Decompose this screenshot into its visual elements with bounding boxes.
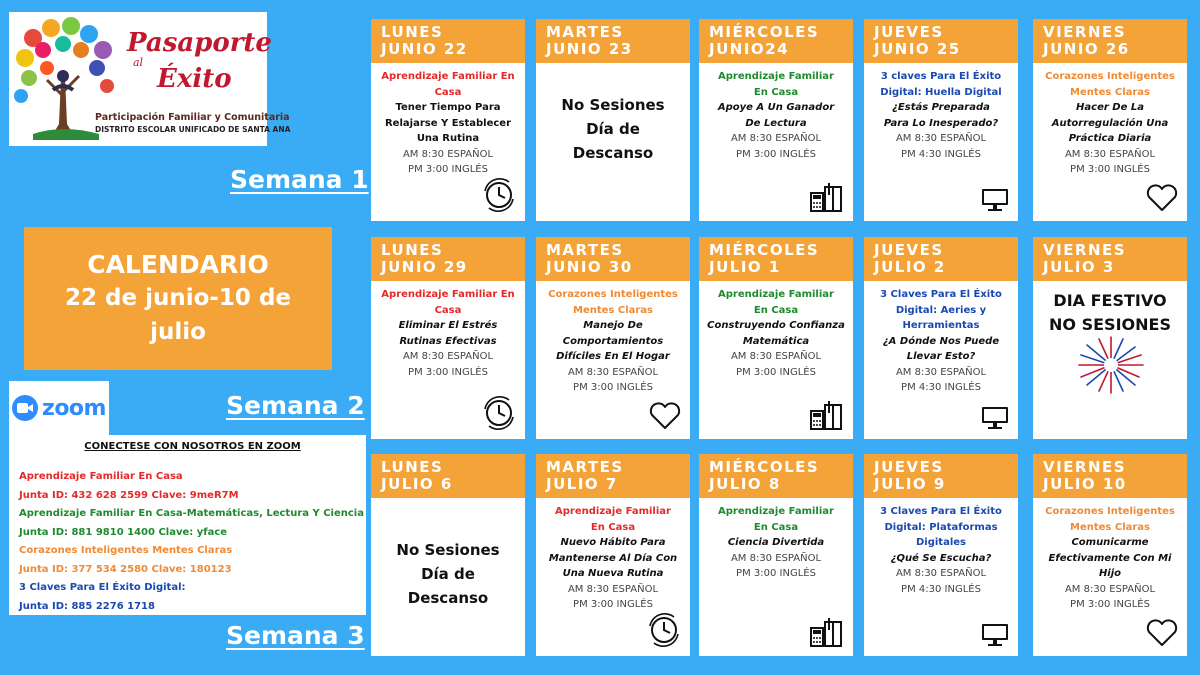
day-name: JUEVES bbox=[874, 458, 944, 476]
calendar-title: CALENDARIO bbox=[87, 250, 269, 279]
logo-title-al: al bbox=[133, 56, 144, 69]
schedule-pm: PM 3:00 INGLÉS bbox=[408, 366, 488, 378]
session-category: Aprendizaje Familiar En Casa bbox=[718, 289, 834, 316]
day-card-d10 bbox=[1033, 237, 1187, 439]
zoom-line: Corazones Inteligentes Mentes Claras bbox=[19, 545, 233, 556]
zoom-heading: CONECTESE CON NOSOTROS EN ZOOM bbox=[84, 441, 301, 452]
logo-district: DISTRITO ESCOLAR UNIFICADO DE SANTA ANA bbox=[95, 125, 291, 134]
zoom-line: Junta ID: 881 9810 1400 Clave: yface bbox=[19, 526, 228, 538]
session-category: 3 Claves Para El Éxito Digital: Plataformas Digitales bbox=[880, 506, 1002, 548]
schedule-pm: PM 3:00 INGLÉS bbox=[736, 568, 816, 579]
day-name: MARTES bbox=[546, 23, 624, 41]
zoom-logo bbox=[9, 381, 109, 435]
day-card-d7 bbox=[536, 237, 690, 439]
zoom-line: Junta ID: 432 628 2599 Clave: 9meR7M bbox=[19, 489, 239, 501]
no-session-title: No Sesiones bbox=[396, 541, 500, 559]
clock-icon bbox=[481, 177, 517, 213]
heart-icon bbox=[1145, 618, 1179, 648]
session-topic: Hacer De La Autorregulación Una Práctica Diaria bbox=[1051, 102, 1169, 144]
schedule-pm: PM 3:00 INGLÉS bbox=[573, 599, 653, 610]
session-category: Aprendizaje Familiar En Casa bbox=[381, 289, 515, 316]
zoom-line: 3 Claves Para El Éxito Digital: bbox=[19, 582, 186, 593]
day-name: VIERNES bbox=[1043, 241, 1127, 259]
day-card-d4 bbox=[864, 19, 1018, 221]
day-card-d5 bbox=[1033, 19, 1187, 221]
day-card-d13 bbox=[699, 454, 853, 656]
clock-icon bbox=[481, 395, 517, 431]
session-topic: Comunicarme Efectivamente Con Mi Hijo bbox=[1048, 537, 1172, 579]
calendar-title-box bbox=[24, 227, 332, 370]
schedule-am: AM 8:30 ESPAÑOL bbox=[730, 351, 822, 362]
zoom-line: Junta ID: 377 534 2580 Clave: 180123 bbox=[19, 563, 232, 575]
session-category: Aprendizaje Familiar En Casa bbox=[718, 506, 834, 533]
day-name: MIÉRCOLES bbox=[709, 241, 820, 259]
day-card-d1 bbox=[371, 19, 525, 221]
books-calculator-icon bbox=[809, 399, 845, 431]
zoom-wordmark: zoom bbox=[42, 395, 106, 421]
day-date: JUNIO 30 bbox=[546, 258, 633, 276]
tree-of-hands-icon bbox=[13, 16, 119, 142]
session-category: 3 Claves Para El Éxito Digital: Aeries y Herramientas bbox=[880, 289, 1002, 331]
day-date: JULIO 9 bbox=[874, 475, 946, 493]
day-date: JULIO 8 bbox=[709, 475, 781, 493]
day-name: MIÉRCOLES bbox=[709, 458, 820, 476]
day-card-d2 bbox=[536, 19, 690, 221]
logo-title-line1: Pasaporte bbox=[127, 28, 272, 58]
books-calculator-icon bbox=[809, 181, 845, 213]
session-category: Aprendizaje Familiar En Casa bbox=[381, 71, 515, 98]
day-date: JUNIO 26 bbox=[1043, 40, 1130, 58]
day-name: MARTES bbox=[546, 458, 624, 476]
schedule-am: AM 8:30 ESPAÑOL bbox=[895, 366, 987, 378]
schedule-pm: PM 3:00 INGLÉS bbox=[573, 382, 653, 393]
zoom-line: Aprendizaje Familiar En Casa bbox=[19, 471, 183, 482]
schedule-pm: PM 3:00 INGLÉS bbox=[1070, 164, 1150, 175]
schedule-am: AM 8:30 ESPAÑOL bbox=[567, 366, 659, 378]
week-3-label: Semana 3 bbox=[226, 621, 365, 650]
day-card-d11 bbox=[371, 454, 525, 656]
zoom-line: Junta ID: 885 2276 1718 bbox=[19, 600, 155, 612]
day-card-d6 bbox=[371, 237, 525, 439]
books-calculator-icon bbox=[809, 616, 845, 648]
computer-icon bbox=[980, 405, 1010, 431]
day-name: VIERNES bbox=[1043, 23, 1127, 41]
session-topic: ¿Qué Se Escucha? bbox=[890, 552, 992, 564]
session-topic: Construyendo Confianza Matemática bbox=[707, 320, 845, 347]
session-category: Corazones Inteligentes Mentes Claras bbox=[548, 289, 678, 316]
schedule-pm: PM 4:30 INGLÉS bbox=[901, 583, 981, 595]
logo-title-line2: Éxito bbox=[157, 64, 232, 94]
day-date: JUNIO 22 bbox=[381, 40, 468, 58]
fireworks-icon bbox=[1075, 333, 1147, 397]
session-category: Aprendizaje Familiar En Casa bbox=[718, 71, 834, 98]
schedule-pm: PM 3:00 INGLÉS bbox=[736, 366, 816, 378]
day-date: JULIO 6 bbox=[381, 475, 453, 493]
day-name: JUEVES bbox=[874, 23, 944, 41]
heart-icon bbox=[1145, 183, 1179, 213]
no-session-subtitle: Día de Descanso bbox=[407, 565, 489, 607]
schedule-am: AM 8:30 ESPAÑOL bbox=[1064, 148, 1156, 160]
session-topic: Nuevo Hábito Para Mantenerse Al Día Con Una Nueva Rutina bbox=[548, 537, 678, 579]
schedule-pm: PM 3:00 INGLÉS bbox=[1070, 599, 1150, 610]
session-topic: Ciencia Divertida bbox=[727, 537, 825, 548]
day-name: LUNES bbox=[381, 23, 444, 41]
schedule-am: AM 8:30 ESPAÑOL bbox=[730, 133, 822, 144]
day-card-d9 bbox=[864, 237, 1018, 439]
session-category: 3 claves Para El Éxito Digital: Huella Digital bbox=[880, 71, 1002, 98]
no-session-title: No Sesiones bbox=[561, 96, 665, 114]
session-topic: Manejo De Comportamientos Difíciles En El Hogar bbox=[556, 320, 670, 362]
computer-icon bbox=[980, 187, 1010, 213]
computer-icon bbox=[980, 622, 1010, 648]
day-date: JULIO 2 bbox=[874, 258, 946, 276]
day-date: JULIO 10 bbox=[1043, 475, 1127, 493]
day-card-d14 bbox=[864, 454, 1018, 656]
schedule-am: AM 8:30 ESPAÑOL bbox=[895, 568, 987, 579]
day-date: JULIO 3 bbox=[1043, 258, 1115, 276]
schedule-pm: PM 4:30 INGLÉS bbox=[901, 148, 981, 160]
schedule-am: AM 8:30 ESPAÑOL bbox=[895, 133, 987, 144]
day-card-d15 bbox=[1033, 454, 1187, 656]
day-name: VIERNES bbox=[1043, 458, 1127, 476]
day-name: JUEVES bbox=[874, 241, 944, 259]
schedule-am: AM 8:30 ESPAÑOL bbox=[1064, 583, 1156, 595]
logo bbox=[9, 12, 291, 146]
schedule-am: AM 8:30 ESPAÑOL bbox=[567, 583, 659, 595]
day-date: JUNIO 29 bbox=[381, 258, 468, 276]
day-card-d8 bbox=[699, 237, 853, 439]
calendar-range: 22 de junio-10 de julio bbox=[64, 285, 292, 345]
zoom-line: Aprendizaje Familiar En Casa-Matemáticas, Lectura Y Ciencia bbox=[19, 508, 364, 519]
day-date: JULIO 1 bbox=[709, 258, 781, 276]
week-1-label: Semana 1 bbox=[230, 165, 369, 194]
day-name: LUNES bbox=[381, 458, 444, 476]
schedule-am: AM 8:30 ESPAÑOL bbox=[402, 351, 494, 362]
session-topic: Apoye A Un Ganador De Lectura bbox=[717, 102, 835, 129]
session-topic: Eliminar El Estrés Rutinas Efectivas bbox=[398, 320, 498, 347]
heart-icon bbox=[648, 401, 682, 431]
zoom-camera-icon bbox=[12, 395, 38, 421]
day-date: JUNIO 23 bbox=[546, 40, 633, 58]
schedule-pm: PM 3:00 INGLÉS bbox=[736, 148, 816, 160]
schedule-am: AM 8:30 ESPAÑOL bbox=[730, 552, 822, 564]
session-category: Corazones Inteligentes Mentes Claras bbox=[1045, 71, 1175, 98]
session-category: Corazones Inteligentes Mentes Claras bbox=[1045, 506, 1175, 533]
day-date: JUNIO 25 bbox=[874, 40, 961, 58]
session-topic: Tener Tiempo Para Relajarse Y Establecer Una Rutina bbox=[384, 102, 512, 144]
session-topic: ¿A Dónde Nos Puede Llevar Esto? bbox=[882, 335, 1000, 362]
day-date: JUNIO24 bbox=[709, 40, 790, 58]
clock-icon bbox=[646, 612, 682, 648]
session-category: Aprendizaje Familiar En Casa bbox=[555, 506, 671, 533]
day-name: MARTES bbox=[546, 241, 624, 259]
day-date: JULIO 7 bbox=[546, 475, 618, 493]
day-card-d3 bbox=[699, 19, 853, 221]
day-name: MIÉRCOLES bbox=[709, 23, 820, 41]
zoom-info-box bbox=[9, 435, 366, 615]
holiday-title: DIA FESTIVO bbox=[1053, 291, 1167, 310]
holiday-subtitle: NO SESIONES bbox=[1049, 315, 1171, 334]
schedule-pm: PM 4:30 INGLÉS bbox=[901, 382, 981, 393]
week-2-label: Semana 2 bbox=[226, 391, 365, 420]
day-card-d12 bbox=[536, 454, 690, 656]
logo-subtitle: Participación Familiar y Comunitaria bbox=[95, 112, 290, 123]
schedule-pm: PM 3:00 INGLÉS bbox=[408, 164, 488, 175]
session-topic: ¿Estás Preparada Para Lo Inesperado? bbox=[883, 102, 999, 129]
schedule-am: AM 8:30 ESPAÑOL bbox=[402, 148, 494, 160]
no-session-subtitle: Día de Descanso bbox=[572, 120, 654, 162]
day-name: LUNES bbox=[381, 241, 444, 259]
